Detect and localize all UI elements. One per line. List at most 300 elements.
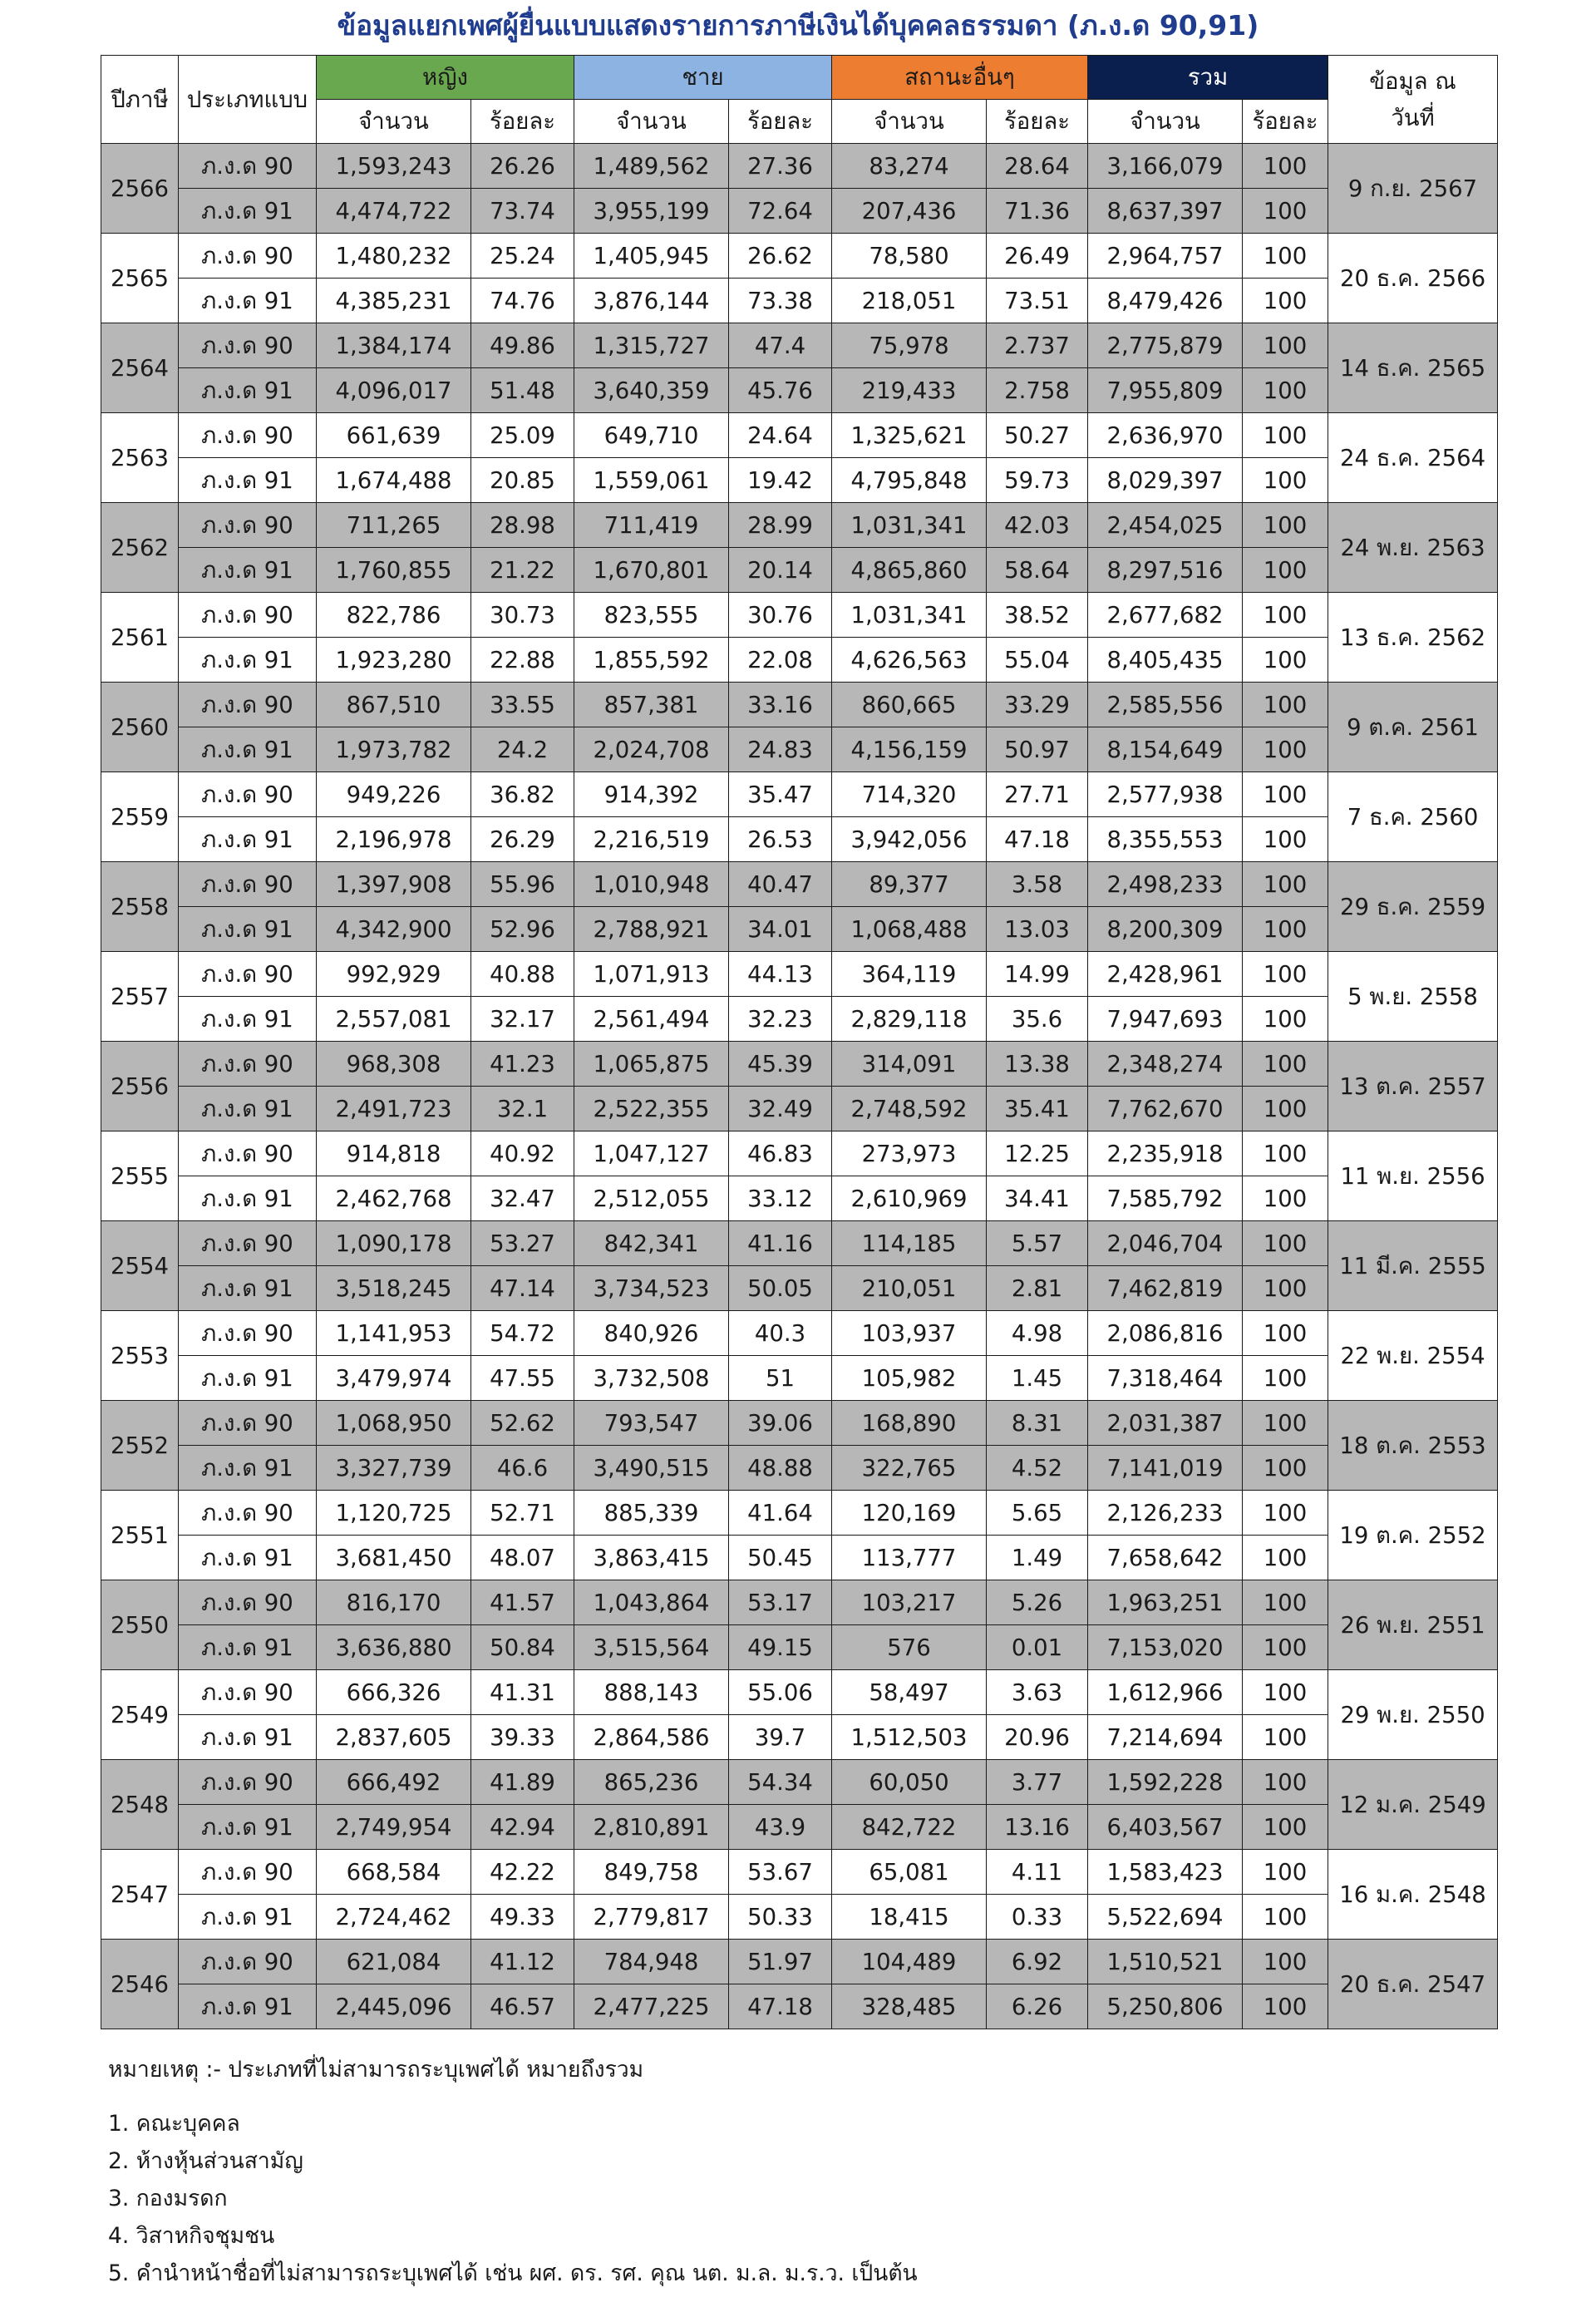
female-percent-cell: 32.47 <box>471 1176 574 1221</box>
female-count-cell: 2,724,462 <box>317 1895 471 1940</box>
female-percent-cell: 21.22 <box>471 548 574 593</box>
male-count-cell: 2,864,586 <box>574 1715 729 1760</box>
total-count-cell: 2,677,682 <box>1088 593 1243 638</box>
other-count-cell: 120,169 <box>832 1491 987 1536</box>
form-type-cell: ภ.ง.ด 91 <box>179 1356 317 1401</box>
female-count-cell: 711,265 <box>317 503 471 548</box>
male-percent-cell: 20.14 <box>729 548 832 593</box>
table-row <box>101 279 1498 323</box>
male-count-cell: 3,863,415 <box>574 1536 729 1580</box>
other-count-cell: 1,512,503 <box>832 1715 987 1760</box>
header-female: หญิง <box>317 56 574 100</box>
total-percent-cell: 100 <box>1243 997 1328 1042</box>
male-percent-cell: 50.33 <box>729 1895 832 1940</box>
form-type-cell: ภ.ง.ด 90 <box>179 593 317 638</box>
as-of-date-cell: 29 พ.ย. 2550 <box>1328 1670 1498 1760</box>
other-percent-cell: 1.49 <box>987 1536 1088 1580</box>
male-count-cell: 3,734,523 <box>574 1266 729 1311</box>
male-count-cell: 784,948 <box>574 1940 729 1984</box>
female-percent-cell: 32.17 <box>471 997 574 1042</box>
other-percent-cell: 13.03 <box>987 907 1088 952</box>
female-count-cell: 1,397,908 <box>317 862 471 907</box>
note-item: 4. วิสาหกิจชุมชน <box>108 2223 275 2249</box>
total-percent-cell: 100 <box>1243 548 1328 593</box>
form-type-cell: ภ.ง.ด 90 <box>179 1850 317 1895</box>
male-percent-cell: 22.08 <box>729 638 832 683</box>
tax-year-cell: 2564 <box>101 323 179 413</box>
other-percent-cell: 33.29 <box>987 683 1088 727</box>
other-percent-cell: 26.49 <box>987 234 1088 279</box>
total-count-cell: 8,405,435 <box>1088 638 1243 683</box>
table-row <box>101 1311 1498 1356</box>
total-count-cell: 8,029,397 <box>1088 458 1243 503</box>
female-percent-cell: 40.88 <box>471 952 574 997</box>
female-percent-cell: 46.57 <box>471 1984 574 2029</box>
other-percent-cell: 73.51 <box>987 279 1088 323</box>
female-percent-cell: 36.82 <box>471 772 574 817</box>
male-percent-cell: 32.23 <box>729 997 832 1042</box>
other-count-cell: 1,031,341 <box>832 503 987 548</box>
male-percent-cell: 39.7 <box>729 1715 832 1760</box>
total-percent-cell: 100 <box>1243 683 1328 727</box>
male-percent-cell: 50.45 <box>729 1536 832 1580</box>
total-count-cell: 2,964,757 <box>1088 234 1243 279</box>
form-type-cell: ภ.ง.ด 91 <box>179 548 317 593</box>
other-percent-cell: 5.65 <box>987 1491 1088 1536</box>
male-percent-cell: 43.9 <box>729 1805 832 1850</box>
other-count-cell: 105,982 <box>832 1356 987 1401</box>
other-percent-cell: 12.25 <box>987 1131 1088 1176</box>
table-row <box>101 772 1498 817</box>
table-row <box>101 1446 1498 1491</box>
as-of-date-cell: 13 ต.ค. 2557 <box>1328 1042 1498 1131</box>
table-row <box>101 1176 1498 1221</box>
total-count-cell: 2,046,704 <box>1088 1221 1243 1266</box>
female-count-cell: 3,518,245 <box>317 1266 471 1311</box>
male-percent-cell: 53.17 <box>729 1580 832 1625</box>
total-count-cell: 5,250,806 <box>1088 1984 1243 2029</box>
female-percent-cell: 41.31 <box>471 1670 574 1715</box>
form-type-cell: ภ.ง.ด 91 <box>179 1266 317 1311</box>
as-of-date-cell: 20 ธ.ค. 2566 <box>1328 234 1498 323</box>
male-count-cell: 1,010,948 <box>574 862 729 907</box>
form-type-cell: ภ.ง.ด 90 <box>179 503 317 548</box>
as-of-date-cell: 13 ธ.ค. 2562 <box>1328 593 1498 683</box>
table-row <box>101 1670 1498 1715</box>
form-type-cell: ภ.ง.ด 91 <box>179 1176 317 1221</box>
other-percent-cell: 20.96 <box>987 1715 1088 1760</box>
table-row <box>101 952 1498 997</box>
female-percent-cell: 42.22 <box>471 1850 574 1895</box>
total-count-cell: 7,141,019 <box>1088 1446 1243 1491</box>
total-count-cell: 8,200,309 <box>1088 907 1243 952</box>
other-percent-cell: 4.98 <box>987 1311 1088 1356</box>
female-percent-cell: 53.27 <box>471 1221 574 1266</box>
other-percent-cell: 4.11 <box>987 1850 1088 1895</box>
female-percent-cell: 47.55 <box>471 1356 574 1401</box>
other-percent-cell: 47.18 <box>987 817 1088 862</box>
as-of-date-cell: 11 พ.ย. 2556 <box>1328 1131 1498 1221</box>
table-row <box>101 1131 1498 1176</box>
male-count-cell: 1,065,875 <box>574 1042 729 1087</box>
total-percent-cell: 100 <box>1243 1311 1328 1356</box>
as-of-date-cell: 18 ต.ค. 2553 <box>1328 1401 1498 1491</box>
other-percent-cell: 59.73 <box>987 458 1088 503</box>
tax-year-cell: 2565 <box>101 234 179 323</box>
table-row <box>101 817 1498 862</box>
form-type-cell: ภ.ง.ด 90 <box>179 952 317 997</box>
female-percent-cell: 32.1 <box>471 1087 574 1131</box>
header-other: สถานะอื่นๆ <box>832 56 1088 100</box>
total-percent-cell: 100 <box>1243 503 1328 548</box>
total-count-cell: 2,235,918 <box>1088 1131 1243 1176</box>
other-count-cell: 4,795,848 <box>832 458 987 503</box>
total-count-cell: 8,355,553 <box>1088 817 1243 862</box>
table-row <box>101 413 1498 458</box>
female-count-cell: 2,491,723 <box>317 1087 471 1131</box>
other-percent-cell: 3.77 <box>987 1760 1088 1805</box>
male-percent-cell: 50.05 <box>729 1266 832 1311</box>
total-count-cell: 8,154,649 <box>1088 727 1243 772</box>
form-type-cell: ภ.ง.ด 90 <box>179 1670 317 1715</box>
female-percent-cell: 41.57 <box>471 1580 574 1625</box>
other-count-cell: 207,436 <box>832 189 987 234</box>
table-row <box>101 727 1498 772</box>
header-total: รวม <box>1088 56 1328 100</box>
male-count-cell: 2,216,519 <box>574 817 729 862</box>
other-percent-cell: 35.41 <box>987 1087 1088 1131</box>
other-count-cell: 576 <box>832 1625 987 1670</box>
table-row <box>101 458 1498 503</box>
male-count-cell: 842,341 <box>574 1221 729 1266</box>
female-count-cell: 661,639 <box>317 413 471 458</box>
total-percent-cell: 100 <box>1243 1446 1328 1491</box>
form-type-cell: ภ.ง.ด 91 <box>179 907 317 952</box>
form-type-cell: ภ.ง.ด 90 <box>179 1760 317 1805</box>
form-type-cell: ภ.ง.ด 90 <box>179 323 317 368</box>
female-percent-cell: 51.48 <box>471 368 574 413</box>
table-row <box>101 638 1498 683</box>
notes-section <box>108 2052 918 2292</box>
as-of-date-cell: 20 ธ.ค. 2547 <box>1328 1940 1498 2029</box>
table-row <box>101 1221 1498 1266</box>
female-count-cell: 4,474,722 <box>317 189 471 234</box>
table-row <box>101 907 1498 952</box>
form-type-cell: ภ.ง.ด 91 <box>179 1715 317 1760</box>
total-count-cell: 1,612,966 <box>1088 1670 1243 1715</box>
female-percent-cell: 41.12 <box>471 1940 574 1984</box>
table-row <box>101 997 1498 1042</box>
header-as-of-date <box>1328 56 1498 144</box>
total-percent-cell: 100 <box>1243 1221 1328 1266</box>
note-item: 1. คณะบุคคล <box>108 2111 240 2137</box>
table-row <box>101 593 1498 638</box>
table-row <box>101 1536 1498 1580</box>
tax-year-cell: 2555 <box>101 1131 179 1221</box>
taxpayer-gender-table <box>101 55 1498 2029</box>
tax-year-cell: 2558 <box>101 862 179 952</box>
tax-year-cell: 2560 <box>101 683 179 772</box>
female-count-cell: 2,196,978 <box>317 817 471 862</box>
total-count-cell: 7,762,670 <box>1088 1087 1243 1131</box>
form-type-cell: ภ.ง.ด 91 <box>179 1805 317 1850</box>
total-count-cell: 1,592,228 <box>1088 1760 1243 1805</box>
female-count-cell: 1,593,243 <box>317 144 471 189</box>
male-percent-cell: 55.06 <box>729 1670 832 1715</box>
form-type-cell: ภ.ง.ด 90 <box>179 1940 317 1984</box>
female-percent-cell: 24.2 <box>471 727 574 772</box>
table-row <box>101 1087 1498 1131</box>
total-percent-cell: 100 <box>1243 638 1328 683</box>
male-count-cell: 914,392 <box>574 772 729 817</box>
tax-year-cell: 2552 <box>101 1401 179 1491</box>
total-percent-cell: 100 <box>1243 727 1328 772</box>
total-percent-cell: 100 <box>1243 1131 1328 1176</box>
female-count-cell: 3,681,450 <box>317 1536 471 1580</box>
tax-year-cell: 2549 <box>101 1670 179 1760</box>
form-type-cell: ภ.ง.ด 91 <box>179 279 317 323</box>
subheader-total-count: จำนวน <box>1088 100 1243 144</box>
male-percent-cell: 41.16 <box>729 1221 832 1266</box>
table-row <box>101 1984 1498 2029</box>
male-count-cell: 1,315,727 <box>574 323 729 368</box>
total-percent-cell: 100 <box>1243 234 1328 279</box>
male-count-cell: 1,047,127 <box>574 1131 729 1176</box>
as-of-date-cell: 9 ต.ค. 2561 <box>1328 683 1498 772</box>
female-percent-cell: 26.26 <box>471 144 574 189</box>
table-row <box>101 1940 1498 1984</box>
table-row <box>101 1042 1498 1087</box>
other-percent-cell: 42.03 <box>987 503 1088 548</box>
total-count-cell: 2,775,879 <box>1088 323 1243 368</box>
form-type-cell: ภ.ง.ด 91 <box>179 1984 317 2029</box>
female-count-cell: 2,557,081 <box>317 997 471 1042</box>
male-count-cell: 2,561,494 <box>574 997 729 1042</box>
total-percent-cell: 100 <box>1243 1940 1328 1984</box>
other-count-cell: 18,415 <box>832 1895 987 1940</box>
other-percent-cell: 28.64 <box>987 144 1088 189</box>
table-row <box>101 1491 1498 1536</box>
male-count-cell: 1,043,864 <box>574 1580 729 1625</box>
table-row <box>101 1850 1498 1895</box>
other-count-cell: 1,325,621 <box>832 413 987 458</box>
total-percent-cell: 100 <box>1243 1536 1328 1580</box>
form-type-cell: ภ.ง.ด 90 <box>179 1042 317 1087</box>
female-count-cell: 1,480,232 <box>317 234 471 279</box>
other-count-cell: 328,485 <box>832 1984 987 2029</box>
other-count-cell: 4,156,159 <box>832 727 987 772</box>
male-count-cell: 1,559,061 <box>574 458 729 503</box>
total-count-cell: 7,955,809 <box>1088 368 1243 413</box>
female-percent-cell: 52.96 <box>471 907 574 952</box>
other-count-cell: 714,320 <box>832 772 987 817</box>
female-count-cell: 867,510 <box>317 683 471 727</box>
as-of-date-cell: 7 ธ.ค. 2560 <box>1328 772 1498 862</box>
female-count-cell: 1,923,280 <box>317 638 471 683</box>
male-percent-cell: 35.47 <box>729 772 832 817</box>
total-percent-cell: 100 <box>1243 862 1328 907</box>
other-count-cell: 210,051 <box>832 1266 987 1311</box>
total-percent-cell: 100 <box>1243 1625 1328 1670</box>
table-row <box>101 1356 1498 1401</box>
female-percent-cell: 26.29 <box>471 817 574 862</box>
total-count-cell: 2,585,556 <box>1088 683 1243 727</box>
other-count-cell: 3,942,056 <box>832 817 987 862</box>
tax-year-cell: 2551 <box>101 1491 179 1580</box>
form-type-cell: ภ.ง.ด 90 <box>179 234 317 279</box>
male-percent-cell: 27.36 <box>729 144 832 189</box>
male-percent-cell: 30.76 <box>729 593 832 638</box>
male-percent-cell: 24.83 <box>729 727 832 772</box>
total-percent-cell: 100 <box>1243 1895 1328 1940</box>
female-percent-cell: 52.71 <box>471 1491 574 1536</box>
table-row <box>101 189 1498 234</box>
male-count-cell: 823,555 <box>574 593 729 638</box>
other-count-cell: 2,748,592 <box>832 1087 987 1131</box>
other-count-cell: 168,890 <box>832 1401 987 1446</box>
other-count-cell: 78,580 <box>832 234 987 279</box>
male-count-cell: 1,071,913 <box>574 952 729 997</box>
total-percent-cell: 100 <box>1243 189 1328 234</box>
as-of-date-cell: 12 ม.ค. 2549 <box>1328 1760 1498 1850</box>
other-count-cell: 58,497 <box>832 1670 987 1715</box>
male-percent-cell: 51.97 <box>729 1940 832 1984</box>
form-type-cell: ภ.ง.ด 90 <box>179 862 317 907</box>
total-percent-cell: 100 <box>1243 1401 1328 1446</box>
female-percent-cell: 55.96 <box>471 862 574 907</box>
male-count-cell: 888,143 <box>574 1670 729 1715</box>
other-count-cell: 4,865,860 <box>832 548 987 593</box>
male-percent-cell: 28.99 <box>729 503 832 548</box>
total-count-cell: 6,403,567 <box>1088 1805 1243 1850</box>
tax-year-cell: 2556 <box>101 1042 179 1131</box>
female-count-cell: 666,492 <box>317 1760 471 1805</box>
other-count-cell: 114,185 <box>832 1221 987 1266</box>
tax-year-cell: 2548 <box>101 1760 179 1850</box>
other-count-cell: 322,765 <box>832 1446 987 1491</box>
male-percent-cell: 26.53 <box>729 817 832 862</box>
form-type-cell: ภ.ง.ด 91 <box>179 458 317 503</box>
page-title: ข้อมูลแยกเพศผู้ยื่นแบบแสดงรายการภาษีเงินได้บุคคลธรรมดา (ภ.ง.ด 90,91) <box>337 9 1259 42</box>
female-percent-cell: 33.55 <box>471 683 574 727</box>
other-count-cell: 860,665 <box>832 683 987 727</box>
other-count-cell: 75,978 <box>832 323 987 368</box>
total-percent-cell: 100 <box>1243 593 1328 638</box>
male-percent-cell: 47.18 <box>729 1984 832 2029</box>
table-row <box>101 234 1498 279</box>
female-percent-cell: 49.33 <box>471 1895 574 1940</box>
male-count-cell: 1,405,945 <box>574 234 729 279</box>
other-percent-cell: 0.33 <box>987 1895 1088 1940</box>
other-percent-cell: 3.58 <box>987 862 1088 907</box>
female-count-cell: 1,141,953 <box>317 1311 471 1356</box>
total-percent-cell: 100 <box>1243 1760 1328 1805</box>
table-row <box>101 1625 1498 1670</box>
female-count-cell: 3,636,880 <box>317 1625 471 1670</box>
female-percent-cell: 25.24 <box>471 234 574 279</box>
female-count-cell: 3,479,974 <box>317 1356 471 1401</box>
female-count-cell: 1,674,488 <box>317 458 471 503</box>
male-percent-cell: 41.64 <box>729 1491 832 1536</box>
total-count-cell: 8,637,397 <box>1088 189 1243 234</box>
other-percent-cell: 13.16 <box>987 1805 1088 1850</box>
female-count-cell: 4,385,231 <box>317 279 471 323</box>
other-count-cell: 89,377 <box>832 862 987 907</box>
other-percent-cell: 13.38 <box>987 1042 1088 1087</box>
as-of-date-cell: 29 ธ.ค. 2559 <box>1328 862 1498 952</box>
other-count-cell: 2,829,118 <box>832 997 987 1042</box>
male-count-cell: 2,477,225 <box>574 1984 729 2029</box>
female-count-cell: 1,120,725 <box>317 1491 471 1536</box>
other-percent-cell: 5.57 <box>987 1221 1088 1266</box>
female-percent-cell: 20.85 <box>471 458 574 503</box>
male-count-cell: 2,810,891 <box>574 1805 729 1850</box>
total-percent-cell: 100 <box>1243 952 1328 997</box>
male-count-cell: 3,955,199 <box>574 189 729 234</box>
female-percent-cell: 39.33 <box>471 1715 574 1760</box>
female-percent-cell: 74.76 <box>471 279 574 323</box>
other-percent-cell: 6.26 <box>987 1984 1088 2029</box>
male-percent-cell: 45.39 <box>729 1042 832 1087</box>
total-count-cell: 7,585,792 <box>1088 1176 1243 1221</box>
other-count-cell: 218,051 <box>832 279 987 323</box>
as-of-date-cell: 24 พ.ย. 2563 <box>1328 503 1498 593</box>
total-percent-cell: 100 <box>1243 279 1328 323</box>
female-count-cell: 1,760,855 <box>317 548 471 593</box>
male-count-cell: 793,547 <box>574 1401 729 1446</box>
other-percent-cell: 4.52 <box>987 1446 1088 1491</box>
form-type-cell: ภ.ง.ด 90 <box>179 1221 317 1266</box>
form-type-cell: ภ.ง.ด 90 <box>179 413 317 458</box>
table-row <box>101 1401 1498 1446</box>
other-count-cell: 113,777 <box>832 1536 987 1580</box>
male-count-cell: 1,855,592 <box>574 638 729 683</box>
total-percent-cell: 100 <box>1243 1042 1328 1087</box>
male-percent-cell: 48.88 <box>729 1446 832 1491</box>
subheader-female-percent: ร้อยละ <box>471 100 574 144</box>
female-count-cell: 1,973,782 <box>317 727 471 772</box>
female-count-cell: 2,462,768 <box>317 1176 471 1221</box>
female-count-cell: 668,584 <box>317 1850 471 1895</box>
male-percent-cell: 33.12 <box>729 1176 832 1221</box>
female-count-cell: 2,445,096 <box>317 1984 471 2029</box>
table-row <box>101 1760 1498 1805</box>
total-count-cell: 8,297,516 <box>1088 548 1243 593</box>
other-percent-cell: 2.758 <box>987 368 1088 413</box>
total-percent-cell: 100 <box>1243 1670 1328 1715</box>
tax-year-cell: 2550 <box>101 1580 179 1670</box>
other-percent-cell: 58.64 <box>987 548 1088 593</box>
total-percent-cell: 100 <box>1243 1491 1328 1536</box>
female-percent-cell: 50.84 <box>471 1625 574 1670</box>
female-count-cell: 1,090,178 <box>317 1221 471 1266</box>
tax-year-cell: 2554 <box>101 1221 179 1311</box>
female-count-cell: 992,929 <box>317 952 471 997</box>
as-of-date-cell: 24 ธ.ค. 2564 <box>1328 413 1498 503</box>
total-count-cell: 2,348,274 <box>1088 1042 1243 1087</box>
female-count-cell: 666,326 <box>317 1670 471 1715</box>
female-count-cell: 968,308 <box>317 1042 471 1087</box>
tax-year-cell: 2566 <box>101 144 179 234</box>
total-percent-cell: 100 <box>1243 458 1328 503</box>
form-type-cell: ภ.ง.ด 90 <box>179 1401 317 1446</box>
tax-year-cell: 2546 <box>101 1940 179 2029</box>
female-percent-cell: 46.6 <box>471 1446 574 1491</box>
subheader-male-percent: ร้อยละ <box>729 100 832 144</box>
form-type-cell: ภ.ง.ด 91 <box>179 638 317 683</box>
other-count-cell: 60,050 <box>832 1760 987 1805</box>
female-percent-cell: 30.73 <box>471 593 574 638</box>
